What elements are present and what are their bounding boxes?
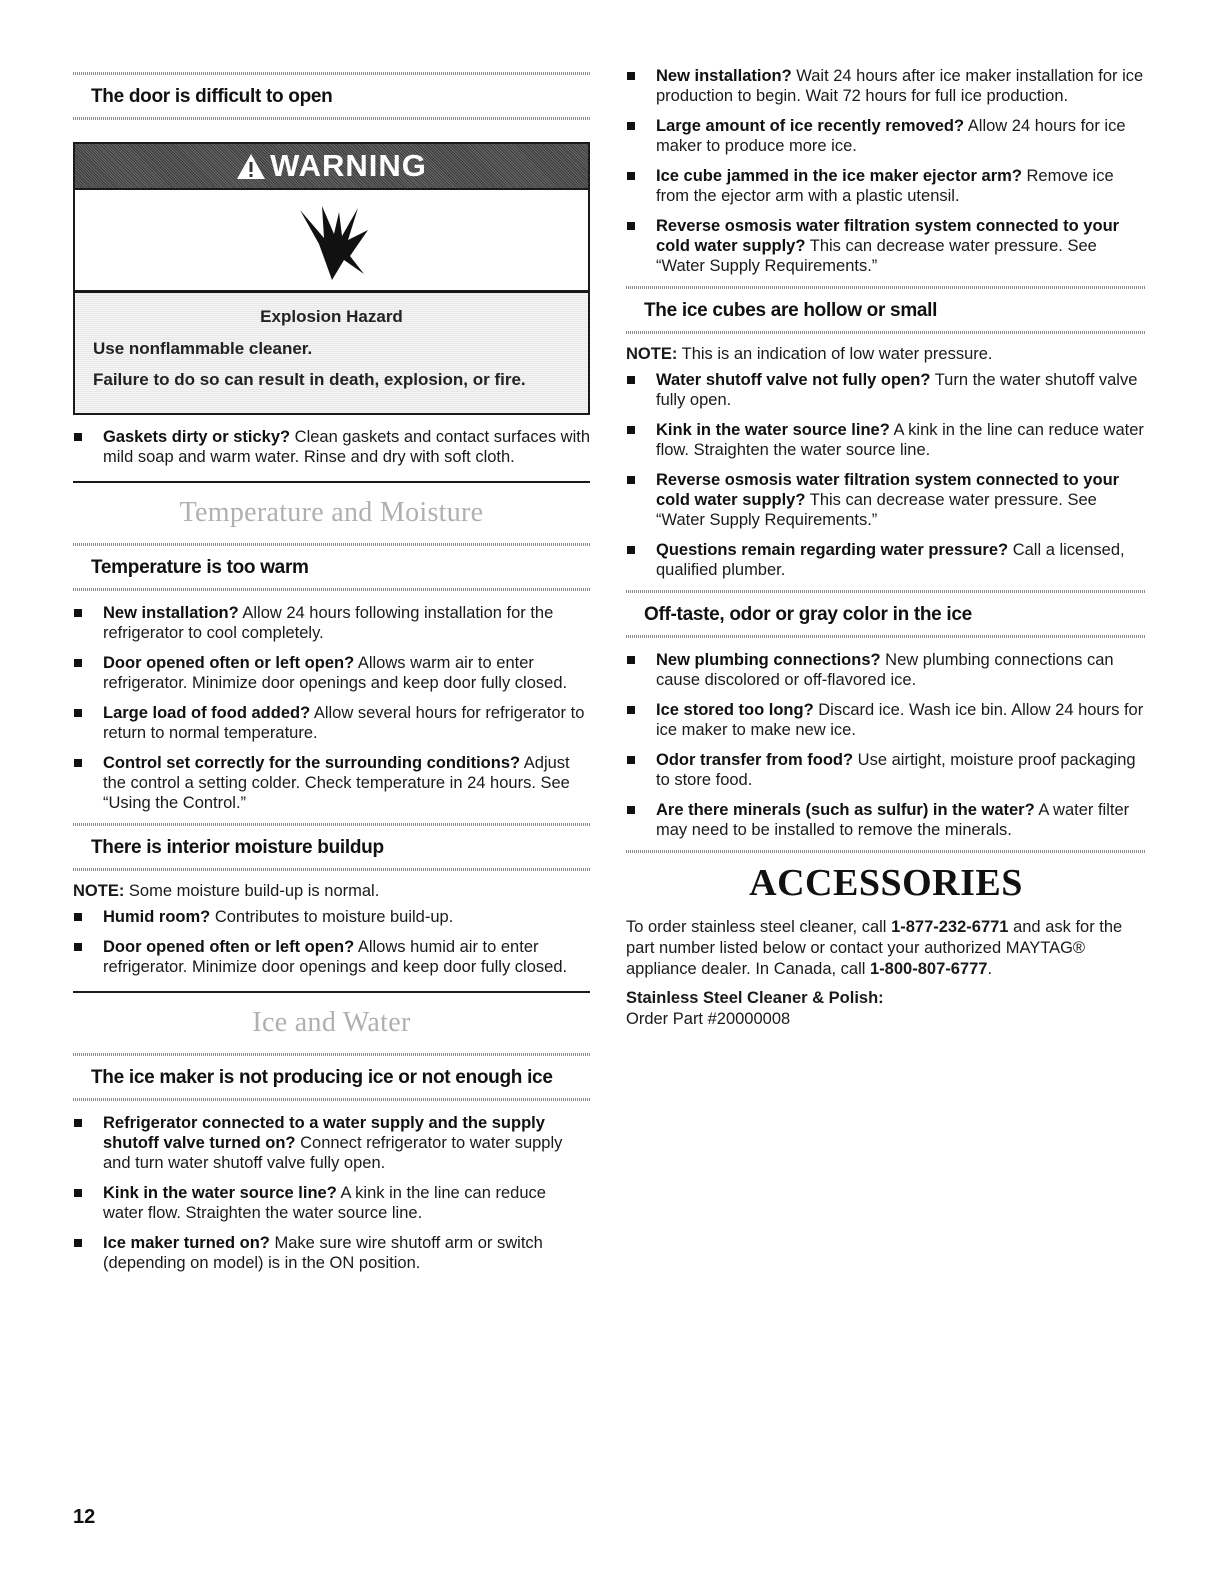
bullet-icon	[74, 659, 82, 667]
phone-canada: 1-800-807-6777	[870, 960, 988, 978]
warning-line-1: Use nonflammable cleaner.	[93, 339, 313, 358]
moisture-list	[73, 907, 590, 977]
hollow-list	[626, 370, 1146, 580]
bullet-icon	[627, 476, 635, 484]
warning-triangle-icon	[236, 152, 266, 180]
section-title-temperature: Temperature and Moisture	[179, 497, 484, 528]
bullet-icon	[74, 913, 82, 921]
bullet-icon	[74, 1119, 82, 1127]
left-column	[73, 0, 590, 1283]
list-item: Reverse osmosis water filtration system connected to your cold water supply? This can decrease water pressure. See “Water Supply Requirements.”	[626, 216, 1146, 276]
warning-hazard: Explosion Hazard	[260, 307, 403, 326]
bullet-icon	[627, 806, 635, 814]
list-item: Gaskets dirty or sticky? Clean gaskets and contact surfaces with mild soap and warm water. Rinse and dry with soft cloth.	[73, 427, 590, 467]
icemaker-heading: The ice maker is not producing ice or not enough ice	[73, 1053, 590, 1101]
warning-header	[75, 144, 588, 190]
warning-icon-area	[75, 190, 588, 290]
moisture-note: NOTE: Some moisture build-up is normal.	[73, 882, 380, 900]
list-item: Ice stored too long? Discard ice. Wash ice bin. Allow 24 hours for ice maker to make new ice.	[626, 700, 1146, 740]
bullet-icon	[627, 222, 635, 230]
bullet-icon	[627, 72, 635, 80]
list-item: New installation? Wait 24 hours after ice maker installation for ice production to begin. Wait 72 hours for full ice production.	[626, 66, 1146, 106]
moisture-heading: There is interior moisture buildup	[73, 823, 590, 871]
offtaste-heading: Off-taste, odor or gray color in the ice	[626, 590, 1146, 638]
bullet-icon	[627, 546, 635, 554]
list-item: Humid room? Contributes to moisture build-up.	[73, 907, 590, 927]
bullet-icon	[627, 756, 635, 764]
list-item: Large load of food added? Allow several hours for refrigerator to return to normal temperature.	[73, 703, 590, 743]
bullet-icon	[627, 122, 635, 130]
section-divider	[73, 991, 590, 993]
list-item: Water shutoff valve not fully open? Turn the water shutoff valve fully open.	[626, 370, 1146, 410]
explosion-icon	[292, 200, 372, 280]
accessories-part-number: Order Part #20000008	[626, 1010, 791, 1028]
bullet-icon	[74, 1239, 82, 1247]
door-list	[73, 427, 590, 467]
list-item: Are there minerals (such as sulfur) in the water? A water filter may need to be installed to remove the minerals.	[626, 800, 1146, 840]
bullet-icon	[74, 759, 82, 767]
bullet-icon	[627, 376, 635, 384]
list-item: Kink in the water source line? A kink in the line can reduce water flow. Straighten the water source line.	[626, 420, 1146, 460]
accessories-product: Stainless Steel Cleaner & Polish:	[626, 989, 884, 1007]
icemaker-list	[73, 1113, 590, 1273]
section-title-ice-water: Ice and Water	[252, 1007, 411, 1038]
list-item: Door opened often or left open? Allows humid air to enter refrigerator. Minimize door openings and keep door fully closed.	[73, 937, 590, 977]
list-item: Large amount of ice recently removed? Allow 24 hours for ice maker to produce more ice.	[626, 116, 1146, 156]
accessories-divider	[626, 850, 1146, 853]
bullet-icon	[74, 709, 82, 717]
accessories-title: ACCESSORIES	[749, 862, 1023, 904]
list-item: Door opened often or left open? Allows warm air to enter refrigerator. Minimize door openings and keep door fully closed.	[73, 653, 590, 693]
phone-us: 1-877-232-6771	[891, 918, 1009, 936]
bullet-icon	[627, 656, 635, 664]
hollow-note: NOTE: This is an indication of low water pressure.	[626, 345, 993, 363]
bullet-icon	[627, 172, 635, 180]
bullet-icon	[74, 943, 82, 951]
bullet-icon	[74, 1189, 82, 1197]
warm-list	[73, 603, 590, 813]
temp-warm-heading: Temperature is too warm	[73, 543, 590, 591]
warning-line-2: Failure to do so can result in death, explosion, or fire.	[93, 370, 526, 389]
icemaker-continued-list	[626, 66, 1146, 276]
hollow-cubes-heading: The ice cubes are hollow or small	[626, 286, 1146, 334]
warning-box	[73, 142, 590, 415]
warning-text	[75, 290, 588, 413]
accessories-paragraph: To order stainless steel cleaner, call 1-877-232-6771 and ask for the part number listed below or contact your authorized MAYTAG® appliance dealer. In Canada, call 1-800-807-6777.	[626, 918, 1123, 978]
list-item: Kink in the water source line? A kink in the line can reduce water flow. Straighten the water source line.	[73, 1183, 590, 1223]
list-item: Refrigerator connected to a water supply and the supply shutoff valve turned on? Connect refrigerator to water supply and turn water shutoff valve fully open.	[73, 1113, 590, 1173]
list-item: Ice cube jammed in the ice maker ejector arm? Remove ice from the ejector arm with a plastic utensil.	[626, 166, 1146, 206]
list-item: Odor transfer from food? Use airtight, moisture proof packaging to store food.	[626, 750, 1146, 790]
right-column	[626, 0, 1146, 1038]
warning-title: WARNING	[270, 148, 427, 183]
list-item: Control set correctly for the surrounding conditions? Adjust the control a setting colder. Check temperature in 24 hours. See “Using the Control.”	[73, 753, 590, 813]
list-item: Ice maker turned on? Make sure wire shutoff arm or switch (depending on model) is in the ON position.	[73, 1233, 590, 1273]
list-item: New plumbing connections? New plumbing connections can cause discolored or off-flavored ice.	[626, 650, 1146, 690]
section-divider	[73, 481, 590, 483]
page-number: 12	[73, 1506, 96, 1528]
bullet-icon	[74, 609, 82, 617]
list-item: Questions remain regarding water pressure? Call a licensed, qualified plumber.	[626, 540, 1146, 580]
bullet-icon	[627, 706, 635, 714]
offtaste-list	[626, 650, 1146, 840]
bullet-icon	[627, 426, 635, 434]
door-difficult-heading: The door is difficult to open	[73, 72, 590, 120]
bullet-icon	[74, 433, 82, 441]
list-item: New installation? Allow 24 hours following installation for the refrigerator to cool completely.	[73, 603, 590, 643]
list-item: Reverse osmosis water filtration system connected to your cold water supply? This can decrease water pressure. See “Water Supply Requirements.”	[626, 470, 1146, 530]
